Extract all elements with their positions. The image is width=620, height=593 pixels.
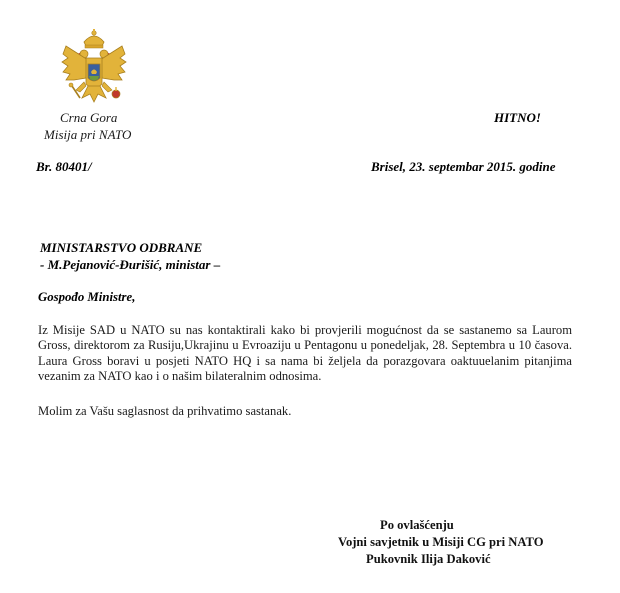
place-date: Brisel, 23. septembar 2015. godine (371, 159, 556, 174)
body-paragraph-2: Molim za Vašu saglasnost da prihvatimo sastanak. (38, 404, 292, 418)
urgency-label: HITNO! (494, 110, 541, 125)
signature-authority: Po ovlašćenju (380, 518, 454, 532)
org-name-line1: Crna Gora (60, 110, 118, 125)
recipient-ministry: MINISTARSTVO ODBRANE (40, 240, 203, 255)
signature-name: Pukovnik Ilija Daković (366, 552, 491, 566)
signature-title: Vojni savjetnik u Misiji CG pri NATO (338, 535, 544, 549)
coat-of-arms-emblem (60, 28, 128, 110)
body-paragraph-1: Iz Misije SAD u NATO su nas kontaktirali kako bi provjerili mogućnost da se sastanemo sa Laurom Gross, direktorom za Rusiju,Ukrajinu u Evroaziju u Pentagonu u ponedeljak, 28. Septembra u 10 časova. Laura Gross boravi u posjeti NATO HQ i sa nama bi željela da porazgovara oaktuuelanim pitanjima vezanim za NATO kao i o našim bilateralnim odnosima. (38, 323, 572, 383)
crown-icon (84, 29, 104, 48)
salutation: Gospođo Ministre, (38, 290, 136, 304)
recipient-person: - M.Pejanović-Đurišić, ministar – (40, 257, 221, 272)
org-name-line2: Misija pri NATO (44, 127, 132, 142)
reference-number: Br. 80401/ (36, 159, 92, 174)
